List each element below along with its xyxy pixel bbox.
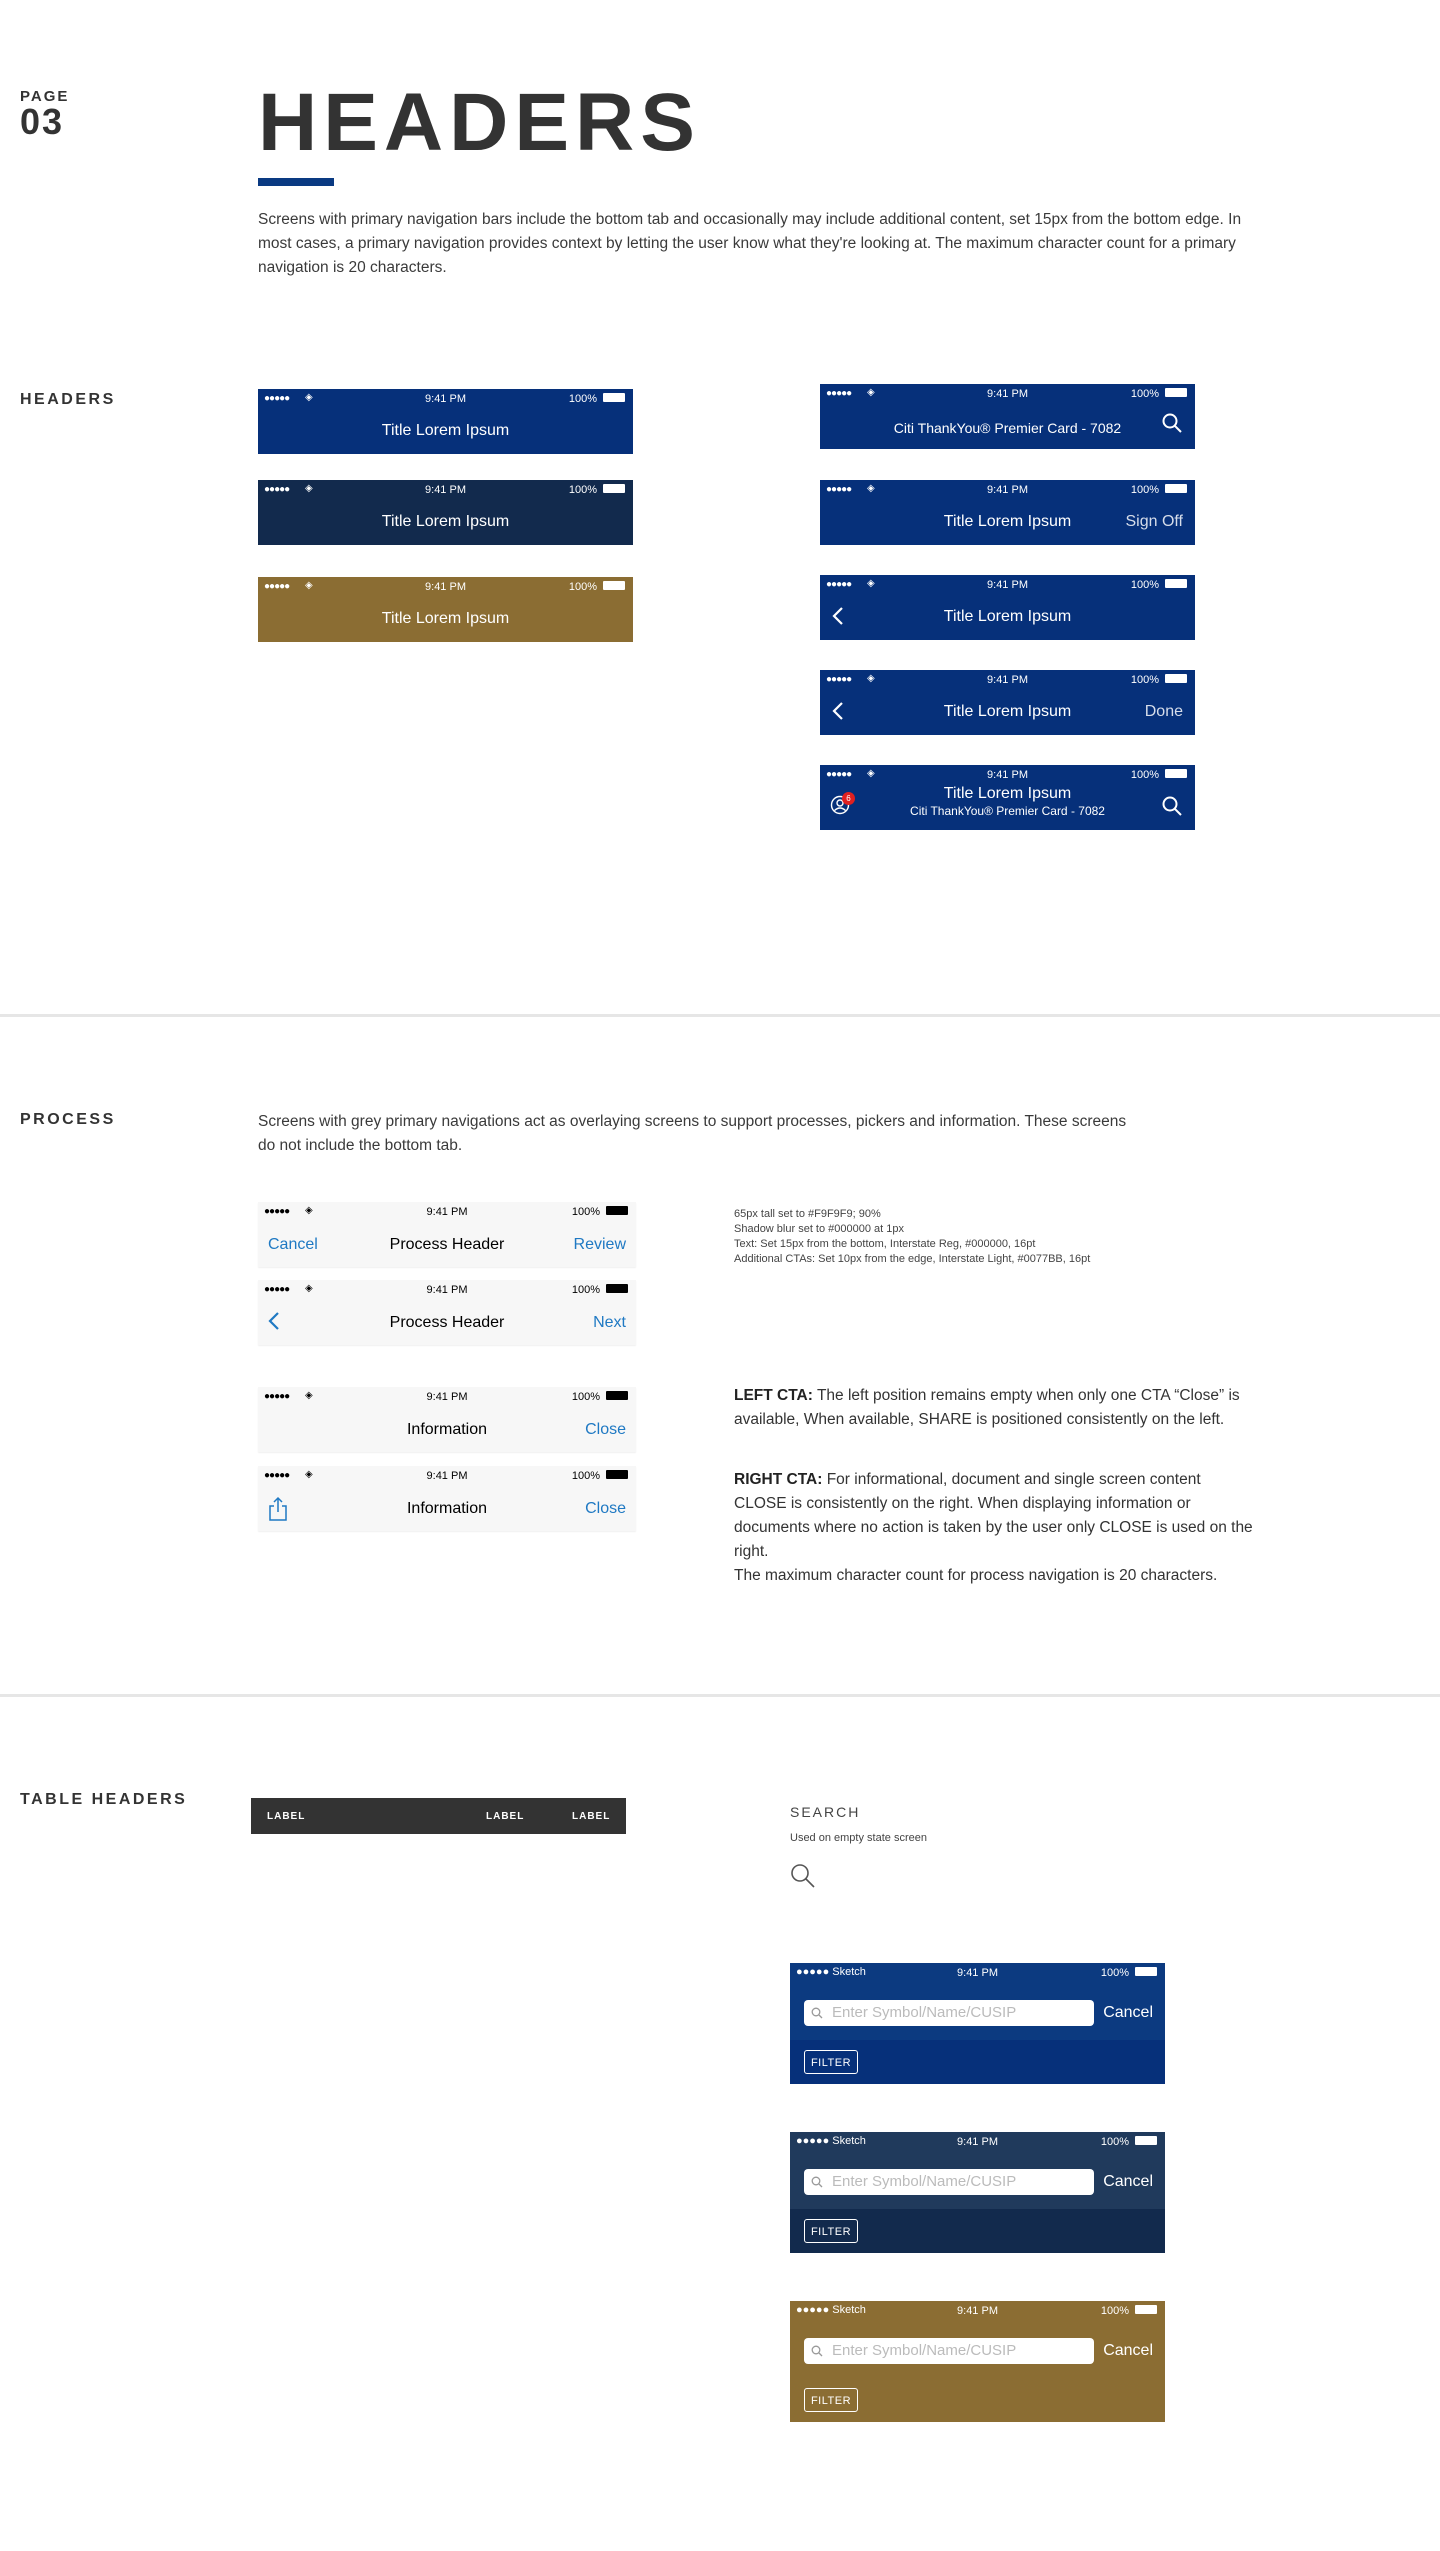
search-bar-filter-row (790, 2209, 1165, 2253)
header-bar-sign-off (820, 480, 1195, 545)
battery-percent: 100% (568, 484, 597, 496)
status-time: 9:41 PM (425, 581, 466, 593)
status-bar (258, 480, 633, 498)
section-label-headers: HEADERS (20, 391, 116, 408)
header-bar-subtitle (820, 765, 1195, 830)
battery-icon (1135, 1967, 1157, 1976)
status-bar (790, 2301, 1165, 2319)
header-bar-gold (258, 577, 633, 642)
section-divider (0, 1014, 1440, 1017)
battery-percent: 100% (1130, 579, 1159, 591)
next-button[interactable]: Next (593, 1314, 626, 1331)
section-label-table-headers: TABLE HEADERS (20, 1791, 188, 1808)
status-time: 9:41 PM (426, 1206, 468, 1218)
process-spec-notes (734, 1207, 1090, 1267)
left-cta-body: The left position remains empty when only one CTA “Close” is available, When available, SHARE is positioned consistently on the left. (734, 1387, 1240, 1428)
header-title: Title Lorem Ipsum (943, 608, 1072, 625)
left-cta-heading: LEFT CTA: (734, 1387, 813, 1404)
battery-icon (606, 1470, 628, 1479)
wifi-icon: ◈ (305, 392, 313, 403)
signal-icon: ●●●●● (264, 393, 290, 404)
carrier-label: ●●●●● Sketch (796, 2304, 866, 2316)
search-icon (811, 2007, 823, 2019)
page-number: 03 (20, 101, 65, 142)
battery-icon (606, 1206, 628, 1215)
search-icon (789, 1862, 817, 1890)
search-placeholder: Enter Symbol/Name/CUSIP (832, 2004, 1017, 2021)
header-bar-done (820, 670, 1195, 735)
search-bar-top (790, 2132, 1165, 2209)
page-intro: Screens with primary navigation bars include the bottom tab and occasionally may include additional content, set 15px from the bottom edge. In most cases, a primary navigation provides context by letting the user know what they're looking at. The maximum character count for a primary navigation is 20 characters. (258, 211, 1242, 276)
status-bar (258, 1466, 636, 1484)
battery-icon (1165, 484, 1187, 493)
battery-icon (1135, 2305, 1157, 2314)
close-button[interactable]: Close (585, 1500, 626, 1517)
close-button[interactable]: Close (585, 1421, 626, 1438)
battery-percent: 100% (568, 581, 597, 593)
status-bar (820, 670, 1195, 688)
header-title: Title Lorem Ipsum (381, 610, 510, 627)
battery-icon (606, 1391, 628, 1400)
wifi-icon: ◈ (305, 1469, 313, 1480)
signal-icon: ●●●●● (264, 581, 290, 592)
status-time: 9:41 PM (425, 393, 466, 405)
battery-percent: 100% (1130, 674, 1159, 686)
search-bar-top (790, 2301, 1165, 2378)
search-input[interactable] (804, 2169, 1094, 2195)
cancel-button[interactable]: Cancel (268, 1236, 318, 1253)
status-bar (820, 765, 1195, 783)
header-title: Citi ThankYou® Premier Card - 7082 (893, 420, 1122, 436)
header-title: Title Lorem Ipsum (381, 513, 510, 530)
status-time: 9:41 PM (957, 2305, 998, 2317)
header-bar-card (820, 384, 1195, 449)
status-bar (820, 384, 1195, 402)
notification-badge: 6 (842, 792, 855, 805)
cancel-button[interactable]: Cancel (1103, 2004, 1153, 2021)
process-title: Information (406, 1421, 488, 1438)
header-bar-navy (258, 480, 633, 545)
wifi-icon: ◈ (867, 387, 875, 398)
table-column-label[interactable]: LABEL (572, 1811, 611, 1822)
wifi-icon: ◈ (867, 673, 875, 684)
search-bar-filter-row (790, 2040, 1165, 2084)
battery-icon (1165, 674, 1187, 683)
wifi-icon: ◈ (305, 580, 313, 591)
right-cta-heading: RIGHT CTA: (734, 1471, 823, 1488)
spec-line: Text: Set 15px from the bottom, Interstate Reg, #000000, 16pt (734, 1238, 1036, 1250)
battery-icon (1165, 388, 1187, 397)
wifi-icon: ◈ (305, 483, 313, 494)
done-button[interactable]: Done (1144, 703, 1183, 720)
header-title: Title Lorem Ipsum (943, 703, 1072, 720)
page-label: PAGE (20, 88, 70, 105)
filter-button[interactable]: FILTER (804, 2050, 858, 2074)
search-placeholder: Enter Symbol/Name/CUSIP (832, 2173, 1017, 2190)
header-bar-back (820, 575, 1195, 640)
process-bar-information (258, 1387, 636, 1452)
signal-icon: ●●●●● (264, 484, 290, 495)
status-bar (258, 1280, 636, 1298)
battery-percent: 100% (571, 1391, 600, 1403)
search-icon (811, 2176, 823, 2188)
signal-icon: ●●●●● (264, 1284, 290, 1295)
right-cta-note (734, 1468, 1254, 1588)
process-intro: Screens with grey primary navigations act as overlaying screens to support processes, pickers and information. These screens do not include the bottom tab. (258, 1113, 1127, 1154)
status-time: 9:41 PM (957, 2136, 998, 2148)
battery-icon (603, 581, 625, 590)
filter-button[interactable]: FILTER (804, 2219, 858, 2243)
battery-percent: 100% (1130, 484, 1159, 496)
status-bar (790, 2132, 1165, 2150)
status-bar (820, 575, 1195, 593)
search-icon[interactable] (1161, 412, 1183, 434)
table-column-label[interactable]: LABEL (486, 1811, 525, 1822)
wifi-icon: ◈ (305, 1205, 313, 1216)
search-placeholder: Enter Symbol/Name/CUSIP (832, 2342, 1017, 2359)
status-time: 9:41 PM (426, 1470, 468, 1482)
battery-percent: 100% (571, 1470, 600, 1482)
process-title: Information (406, 1500, 488, 1517)
wifi-icon: ◈ (867, 768, 875, 779)
battery-icon (1135, 2136, 1157, 2145)
status-bar (790, 1963, 1165, 1981)
battery-icon (1165, 769, 1187, 778)
search-icon[interactable] (1161, 795, 1183, 817)
table-column-label[interactable]: LABEL (267, 1811, 306, 1822)
search-bar-gold (790, 2301, 1165, 2422)
signal-icon: ●●●●● (826, 769, 852, 780)
filter-button[interactable]: FILTER (804, 2388, 858, 2412)
right-cta-body: For informational, document and single screen content CLOSE is consistently on the right. When displaying information or documents where no action is taken by the user only CLOSE is used on the right. (734, 1471, 1253, 1560)
header-bar-blue (258, 389, 633, 454)
left-cta-note (734, 1384, 1254, 1432)
status-time: 9:41 PM (987, 579, 1028, 591)
signal-icon: ●●●●● (264, 1470, 290, 1481)
wifi-icon: ◈ (867, 578, 875, 589)
battery-percent: 100% (571, 1206, 600, 1218)
status-time: 9:41 PM (987, 674, 1028, 686)
process-title: Process Header (389, 1236, 505, 1253)
status-time: 9:41 PM (425, 484, 466, 496)
status-bar (258, 1387, 636, 1405)
signal-icon: ●●●●● (826, 388, 852, 399)
signal-icon: ●●●●● (826, 484, 852, 495)
spec-line: 65px tall set to #F9F9F9; 90% (734, 1208, 881, 1220)
section-divider (0, 1694, 1440, 1697)
carrier-label: ●●●●● Sketch (796, 1966, 866, 1978)
signal-icon: ●●●●● (826, 579, 852, 590)
process-bar-information-share (258, 1466, 636, 1531)
status-time: 9:41 PM (957, 1967, 998, 1979)
sign-off-button[interactable]: Sign Off (1125, 513, 1183, 530)
review-button[interactable]: Review (573, 1236, 626, 1253)
battery-percent: 100% (571, 1284, 600, 1296)
wifi-icon: ◈ (867, 483, 875, 494)
status-time: 9:41 PM (987, 769, 1028, 781)
status-bar (258, 1202, 636, 1220)
section-label-process: PROCESS (20, 1111, 116, 1128)
status-bar (258, 389, 633, 407)
battery-percent: 100% (1130, 388, 1159, 400)
search-input[interactable] (804, 2338, 1094, 2364)
search-bar-top (790, 1963, 1165, 2040)
search-icon (811, 2345, 823, 2357)
header-title: Title Lorem Ipsum (943, 785, 1072, 802)
spec-line: Shadow blur set to #000000 at 1px (734, 1223, 905, 1235)
search-bar-filter-row (790, 2378, 1165, 2422)
battery-percent: 100% (1100, 1967, 1129, 1979)
process-bar-review (258, 1202, 636, 1267)
search-section-title: SEARCH (790, 1804, 861, 1820)
battery-percent: 100% (568, 393, 597, 405)
battery-percent: 100% (1130, 769, 1159, 781)
status-bar (258, 577, 633, 595)
signal-icon: ●●●●● (264, 1391, 290, 1402)
signal-icon: ●●●●● (826, 674, 852, 685)
search-bar-blue (790, 1963, 1165, 2084)
status-bar (820, 480, 1195, 498)
title-underline (258, 178, 334, 186)
battery-icon (606, 1284, 628, 1293)
cancel-button[interactable]: Cancel (1103, 2342, 1153, 2359)
search-section-subtitle: Used on empty state screen (790, 1832, 927, 1844)
battery-percent: 100% (1100, 2136, 1129, 2148)
battery-icon (1165, 579, 1187, 588)
wifi-icon: ◈ (305, 1283, 313, 1294)
battery-percent: 100% (1100, 2305, 1129, 2317)
search-bar-navy (790, 2132, 1165, 2253)
battery-icon (603, 393, 625, 402)
process-bar-next (258, 1280, 636, 1345)
carrier-label: ●●●●● Sketch (796, 2135, 866, 2147)
process-title: Process Header (389, 1314, 505, 1331)
header-title: Title Lorem Ipsum (381, 422, 510, 439)
cancel-button[interactable]: Cancel (1103, 2173, 1153, 2190)
page-title: HEADERS (258, 77, 701, 168)
status-time: 9:41 PM (426, 1391, 468, 1403)
max-character-note: The maximum character count for process navigation is 20 characters. (734, 1567, 1218, 1584)
status-time: 9:41 PM (987, 484, 1028, 496)
table-header-bar (251, 1798, 626, 1834)
signal-icon: ●●●●● (264, 1206, 290, 1217)
status-time: 9:41 PM (987, 388, 1028, 400)
spec-line: Additional CTAs: Set 10px from the edge, Interstate Light, #0077BB, 16pt (734, 1253, 1091, 1265)
header-subtitle: Citi ThankYou® Premier Card - 7082 (910, 804, 1105, 818)
status-time: 9:41 PM (426, 1284, 468, 1296)
wifi-icon: ◈ (305, 1390, 313, 1401)
header-title: Title Lorem Ipsum (943, 513, 1072, 530)
search-input[interactable] (804, 2000, 1094, 2026)
battery-icon (603, 484, 625, 493)
